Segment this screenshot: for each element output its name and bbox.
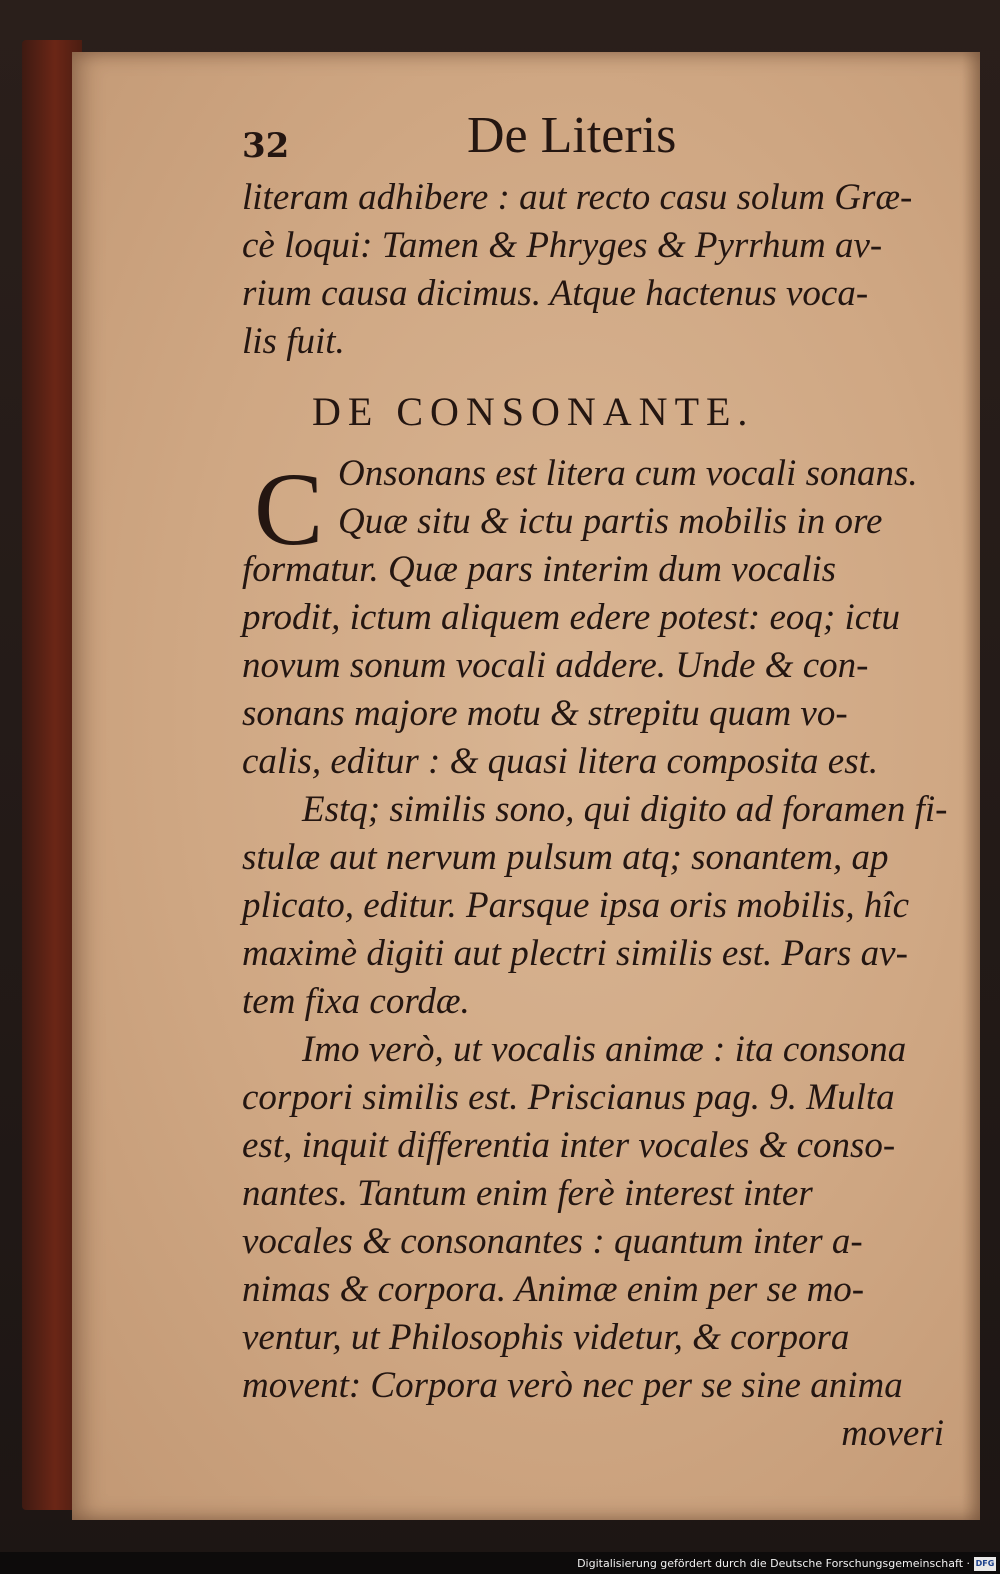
funding-credit: Digitalisierung gefördert durch die Deutsche Forschungsgemeinschaft · [577,1557,970,1570]
text-line-main-4: prodit, ictum aliquem edere potest: eoq; ictu [242,597,900,638]
text-line-main-19: ventur, ut Philosophis videtur, & corpora [242,1317,850,1358]
text-line-4: lis fuit. [242,321,345,362]
catchword: moveri [841,1413,944,1454]
text-line-1: literam adhibere : aut recto casu solum Græ- [242,177,913,218]
page-header [242,106,942,176]
text-line-main-17: vocales & consonantes : quantum inter a- [242,1221,863,1262]
text-line-main-9: stulæ aut nervum pulsum atq; sonantem, ap [242,837,889,878]
text-line-main-18: nimas & corpora. Animæ enim per se mo- [242,1269,865,1310]
text-line-main-20: movent: Corpora verò nec per se sine anima [242,1365,903,1406]
page-text-block [72,52,980,1520]
text-line-main-5: novum sonum vocali addere. Unde & con- [242,645,869,686]
text-line-main-8: Estq; similis sono, qui digito ad foramen fi- [302,789,948,830]
text-line-main-10: plicato, editur. Parsque ipsa oris mobilis, hîc [242,885,910,926]
page-number: 32 [242,126,290,166]
text-line-main-6: sonans majore motu & strepitu quam vo- [242,693,848,734]
text-line-main-3: formatur. Quæ pars interim dum vocalis [242,549,837,590]
text-line-main-2: Quæ situ & ictu partis mobilis in ore [338,501,883,542]
text-line-main-13: Imo verò, ut vocalis animæ : ita consona [302,1029,907,1070]
text-line-main-1: Onsonans est litera cum vocali sonans. [338,453,918,494]
footer-bar [0,1552,1000,1574]
text-line-main-12: tem fixa cordæ. [242,981,470,1022]
text-line-main-15: est, inquit differentia inter vocales & conso- [242,1125,896,1166]
text-line-2: cè loqui: Tamen & Phryges & Pyrrhum av- [242,225,883,266]
text-line-main-16: nantes. Tantum enim ferè interest inter [242,1173,813,1214]
text-line-main-11: maximè digiti aut plectri similis est. Pars av- [242,933,908,974]
text-line-3: rium causa dicimus. Atque hactenus voca- [242,273,869,314]
text-line-main-7: calis, editur : & quasi litera composita est. [242,741,879,782]
running-title: De Literis [467,107,677,164]
text-line-main-14: corpori similis est. Priscianus pag. 9. Multa [242,1077,895,1118]
book-page [72,52,980,1520]
drop-cap: C [254,452,324,567]
section-heading: DE CONSONANTE. [312,389,755,434]
dfg-logo-icon: DFG [974,1557,996,1571]
